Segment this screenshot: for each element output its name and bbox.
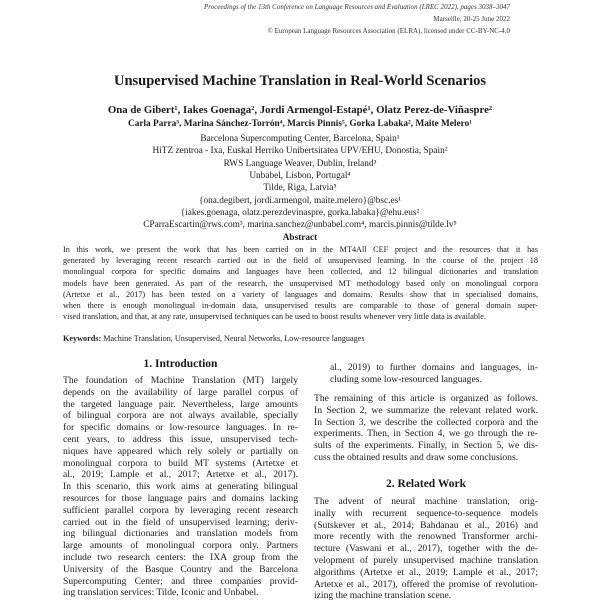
paper-title: Unsupervised Machine Translation in Real-World Scenarios: [113, 73, 487, 89]
text-line: experiments. Then, in Section 4, we go through the re-: [314, 428, 538, 440]
abstract-heading: Abstract: [282, 233, 318, 243]
text-line: velopment of purely unsupervised machine translation: [314, 554, 538, 566]
text-line: sufficient parallel corpora by leveraging recent research: [63, 504, 298, 516]
text-line: when there is enough monolingual in-domain data, unsupervised results are comparable to those of general domain super-: [63, 300, 538, 310]
text-line: sults of the experiments. Finally, in Section 5, we dis-: [314, 440, 538, 452]
text-line: niques have appeared which rely solely or partially on: [63, 445, 298, 457]
text-line: more recently with the renowned Transformer archi-: [314, 531, 538, 543]
introduction-body: [63, 375, 298, 599]
text-line: algorithms (Artetxe et al., 2019; Lample et al., 2017;: [314, 566, 538, 578]
affiliation-line: {iakes.goenaga, olatz.perezdevinaspre, gorka.labaka}@ehu.eus²: [180, 207, 420, 218]
text-line: cent years, to address this issue, unsupervised tech-: [63, 433, 298, 445]
affiliation-line: Unbabel, Lisbon, Portugal⁴: [249, 170, 351, 181]
authors-line-1: Ona de Gibert¹, Iakes Goenaga², Jordi Armengol-Estapé¹, Olatz Perez-de-Viñaspre²: [107, 104, 493, 116]
text-line: large amounts of monolingual corpora only. Partners: [63, 540, 298, 552]
text-line: vised translation, and that, at any rate, unsupervised techniques can be used to boost results whenever very little data is available.: [63, 312, 486, 322]
text-line: carried out in the field of unsupervised learning; deriv-: [63, 516, 298, 528]
affiliation-line: RWS Language Weaver, Dublin, Ireland³: [223, 158, 377, 169]
text-line: include two research centers: the IXA group from the: [63, 551, 298, 563]
text-line: ing translation services: Tilde, Iconic and Unbabel.: [63, 587, 259, 599]
text-line: of bilingual corpora are not always available, specially: [63, 410, 298, 422]
conference-location: Marseille, 20-25 June 2022: [433, 15, 510, 23]
paper-organization-paragraph: [314, 393, 538, 464]
text-line: depends on the availability of large parallel corpus of: [63, 386, 298, 398]
text-line: inally with recurrent sequence-to-sequence models: [314, 507, 538, 519]
text-line: The remaining of this article is organized as follows.: [314, 393, 538, 404]
authors-line-2: Carla Parra³, Marina Sánchez-Torrón⁴, Marcis Pinnis⁵, Gorka Labaka², Maite Melero¹: [127, 119, 473, 129]
text-line: ing bilingual dictionaries and translation models from: [63, 528, 298, 540]
text-line: models have been generated. As part of the research, the unsupervised MT methodology based only on monolingual corpora: [63, 278, 538, 288]
abstract-body: [63, 244, 538, 322]
text-line: (Sutskever et al., 2014; Bahdanau et al., 2016) and: [314, 519, 538, 531]
text-line: In this scenario, this work aims at generating bilingual: [63, 481, 298, 493]
text-line: monolingual corpora to build MT systems (Artetxe et: [63, 457, 298, 469]
text-line: izing the machine translation scene.: [314, 590, 452, 602]
text-line: tecture (Vaswani et al., 2017), together with the de-: [314, 543, 538, 555]
text-line: In Section 3, we describe the collected corpora and the: [314, 416, 538, 428]
keywords-text: Machine Translation, Unsupervised, Neural Networks, Low-resource languages: [103, 334, 365, 343]
license-notice: © European Language Resources Association (ELRA), licensed under CC-BY-NC-4.0: [267, 27, 510, 35]
keywords-label: Keywords:: [63, 334, 102, 343]
proceedings-header: Proceedings of the 13th Conference on Language Resources and Evaluation (LREC 2022), pages 3038–3047: [203, 3, 510, 11]
text-line: al., 2019; Lample et al., 2017; Artetxe et al., 2017).: [63, 469, 298, 481]
section-heading-related-work: 2. Related Work: [386, 478, 466, 490]
text-line: resources for those language pairs and domains lacking: [63, 492, 298, 504]
text-line: the targeted language pair. Nevertheless, large amounts: [63, 398, 298, 410]
related-work-body: [314, 496, 538, 602]
affiliation-line: Barcelona Supercomputing Center, Barcelona, Spain¹: [200, 134, 400, 144]
text-line: (Artetxe et al., 2017) has been tested on a variety of languages and domains. Results show that in specialised domains,: [63, 289, 538, 299]
text-line: Artetxe et al., 2017), offered the promise of revolution-: [314, 578, 538, 590]
text-line: cluding some low-resourced languages.: [330, 373, 482, 385]
affiliation-line: Tilde, Riga, Latvia⁵: [263, 183, 337, 194]
affiliation-line: HiTZ zentroa - Ixa, Euskal Herriko Unibertsitatea UPV/EHU, Donostia, Spain²: [152, 146, 448, 157]
affiliation-line: CParraEscartin@rws.com³, marina.sanchez@unbabel.com⁴, marcis.pinnis@tilde.lv⁵: [143, 220, 457, 231]
text-line: The advent of neural machine translation, orig-: [314, 496, 538, 507]
text-line: for specific domains or low-resource languages. In re-: [63, 422, 298, 434]
keywords: [63, 334, 365, 343]
text-line: The foundation of Machine Translation (MT) largely: [63, 375, 298, 386]
text-line: In this work, we present the work that has been carried on in the MT4All CEF project and the resources that it has: [63, 245, 538, 254]
text-line: monolingual corpora for specific domains and languages have been collected, and 12 bilingual dictionaries and translation: [63, 267, 538, 277]
text-line: cuss the obtained results and draw some conclusions.: [314, 451, 519, 463]
text-line: University of the Basque Country and the Barcelona: [63, 563, 298, 575]
section-heading-introduction: 1. Introduction: [143, 358, 218, 370]
contribution-item-continuation: [330, 362, 538, 386]
affiliation-line: {ona.degibert, jordi.armengol, maite.melero}@bsc.es¹: [198, 195, 402, 206]
text-line: In Section 2, we summarize the relevant related work.: [314, 404, 538, 416]
text-line: al., 2019) to further domains and languages, in-: [330, 362, 538, 373]
text-line: generated by leveraging recent research carried out in the field of unsupervised learning. In the course of the project 18: [63, 256, 538, 266]
text-line: Supercomputing Center; and three companies provid-: [63, 575, 298, 587]
